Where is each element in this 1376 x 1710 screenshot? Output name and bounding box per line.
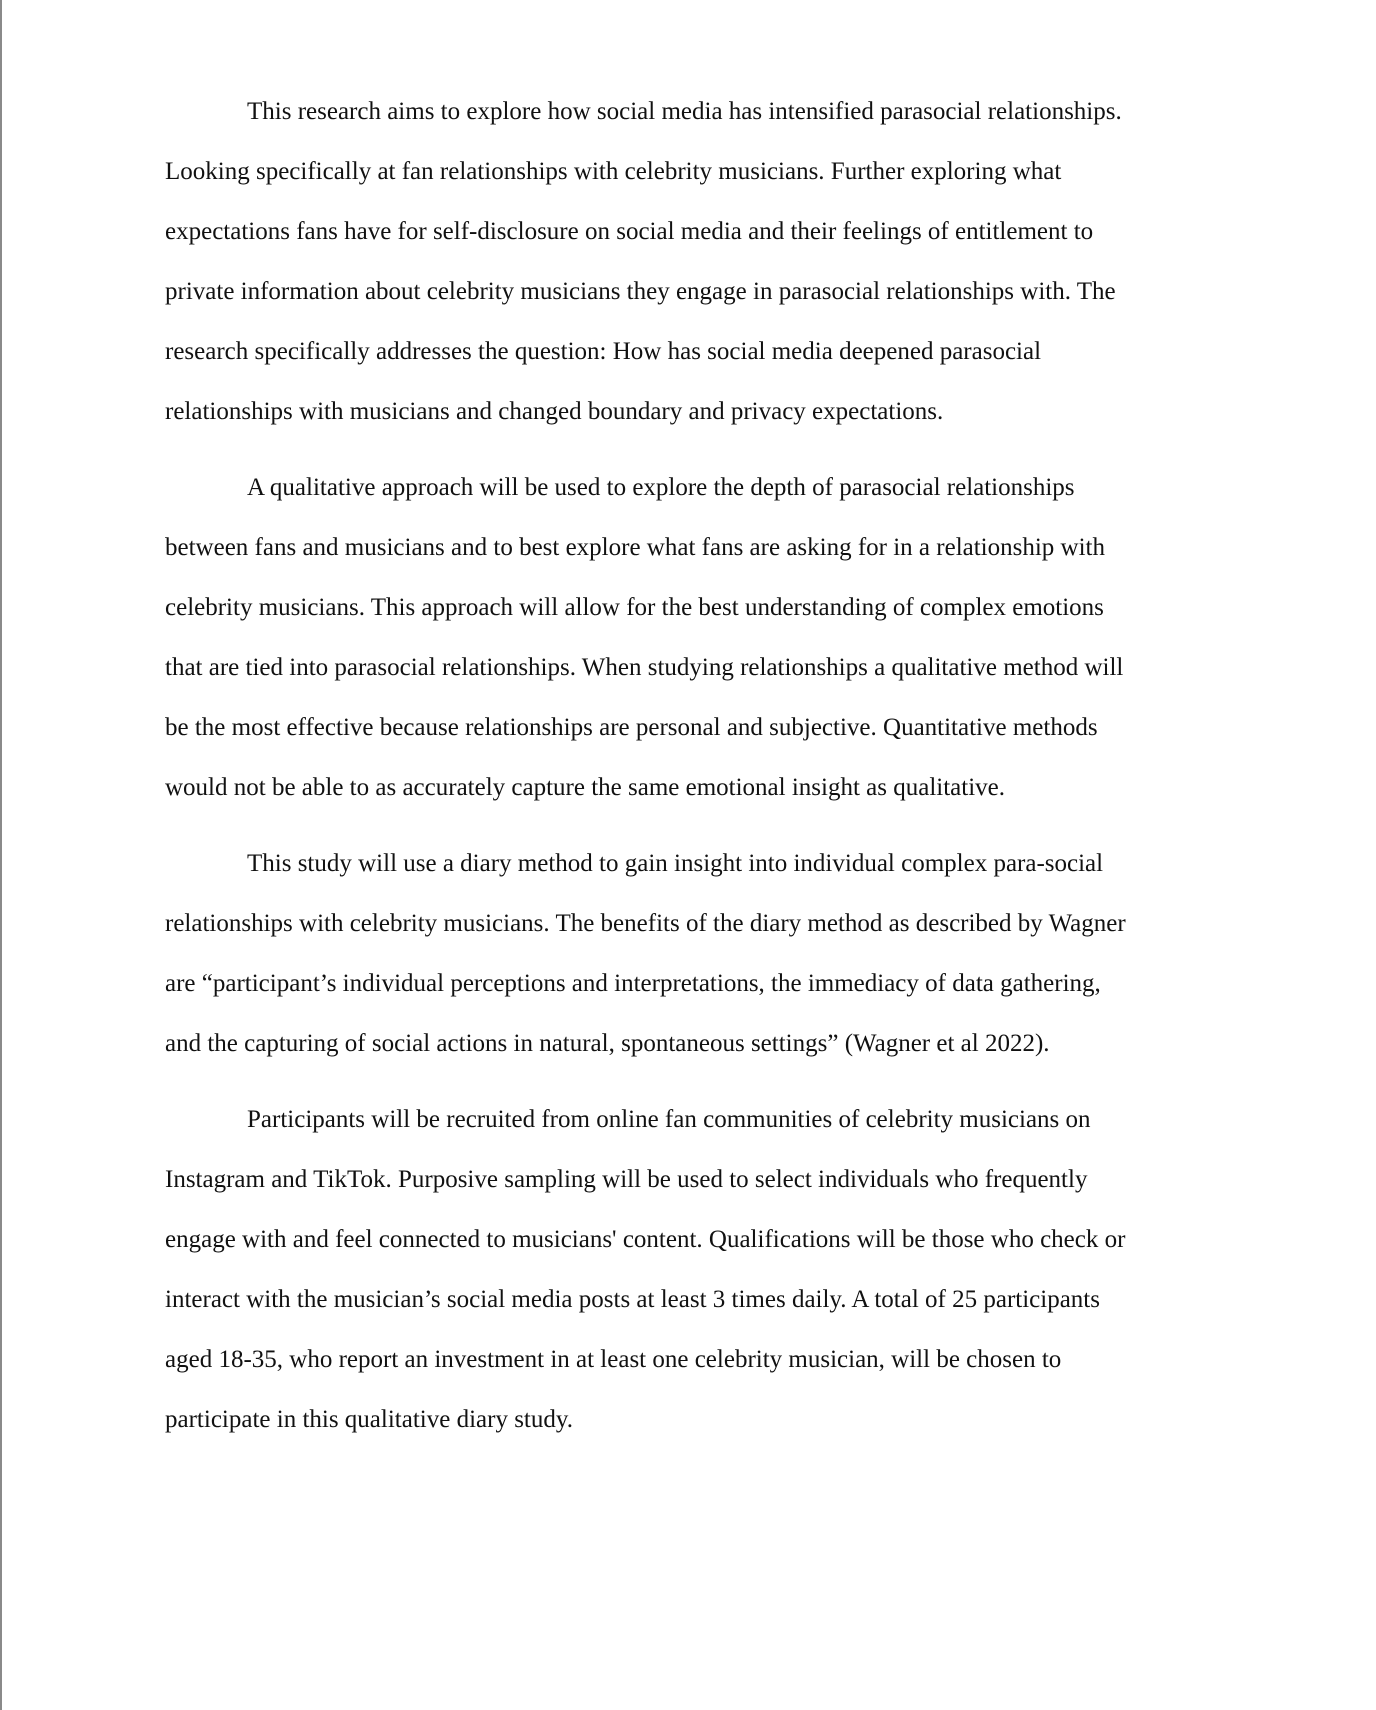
text-line: and the capturing of social actions in natural, spontaneous settings” (Wagner et al 2022).	[165, 1030, 1050, 1057]
text-line: research specifically addresses the question: How has social media deepened parasocial	[165, 338, 1042, 365]
paragraph-qualitative-approach	[165, 458, 1215, 818]
text-line: would not be able to as accurately capture the same emotional insight as qualitative.	[165, 774, 1006, 801]
text-line: between fans and musicians and to best explore what fans are asking for in a relationship with	[165, 534, 1106, 561]
paragraph-diary-method	[165, 834, 1215, 1074]
text-line: This study will use a diary method to gain insight into individual complex para-social	[247, 850, 1104, 877]
text-line: engage with and feel connected to musicians' content. Qualifications will be those who check or	[165, 1226, 1126, 1253]
text-line: aged 18-35, who report an investment in at least one celebrity musician, will be chosen to	[165, 1346, 1062, 1373]
text-line: relationships with musicians and changed boundary and privacy expectations.	[165, 398, 944, 425]
text-line: relationships with celebrity musicians. The benefits of the diary method as described by Wagner	[165, 910, 1126, 937]
paragraph-research-aim	[165, 82, 1215, 442]
document-body	[165, 82, 1215, 1466]
text-line: expectations fans have for self-disclosure on social media and their feelings of entitlement to	[165, 218, 1094, 245]
text-line: private information about celebrity musicians they engage in parasocial relationships with. The	[165, 278, 1116, 305]
text-line: A qualitative approach will be used to explore the depth of parasocial relationships	[247, 474, 1075, 501]
text-line: Looking specifically at fan relationships with celebrity musicians. Further exploring what	[165, 158, 1062, 185]
text-line: are “participant’s individual perceptions and interpretations, the immediacy of data gathering,	[165, 970, 1101, 997]
text-line: This research aims to explore how social media has intensified parasocial relationships.	[247, 98, 1122, 125]
text-line: interact with the musician’s social media posts at least 3 times daily. A total of 25 participants	[165, 1286, 1100, 1313]
text-line: be the most effective because relationships are personal and subjective. Quantitative methods	[165, 714, 1098, 741]
text-line: Participants will be recruited from online fan communities of celebrity musicians on	[247, 1106, 1091, 1133]
text-line: participate in this qualitative diary study.	[165, 1406, 573, 1433]
text-line: Instagram and TikTok. Purposive sampling will be used to select individuals who frequently	[165, 1166, 1088, 1193]
text-line: that are tied into parasocial relationships. When studying relationships a qualitative method will	[165, 654, 1124, 681]
paragraph-participants	[165, 1090, 1215, 1450]
text-line: celebrity musicians. This approach will allow for the best understanding of complex emotions	[165, 594, 1104, 621]
